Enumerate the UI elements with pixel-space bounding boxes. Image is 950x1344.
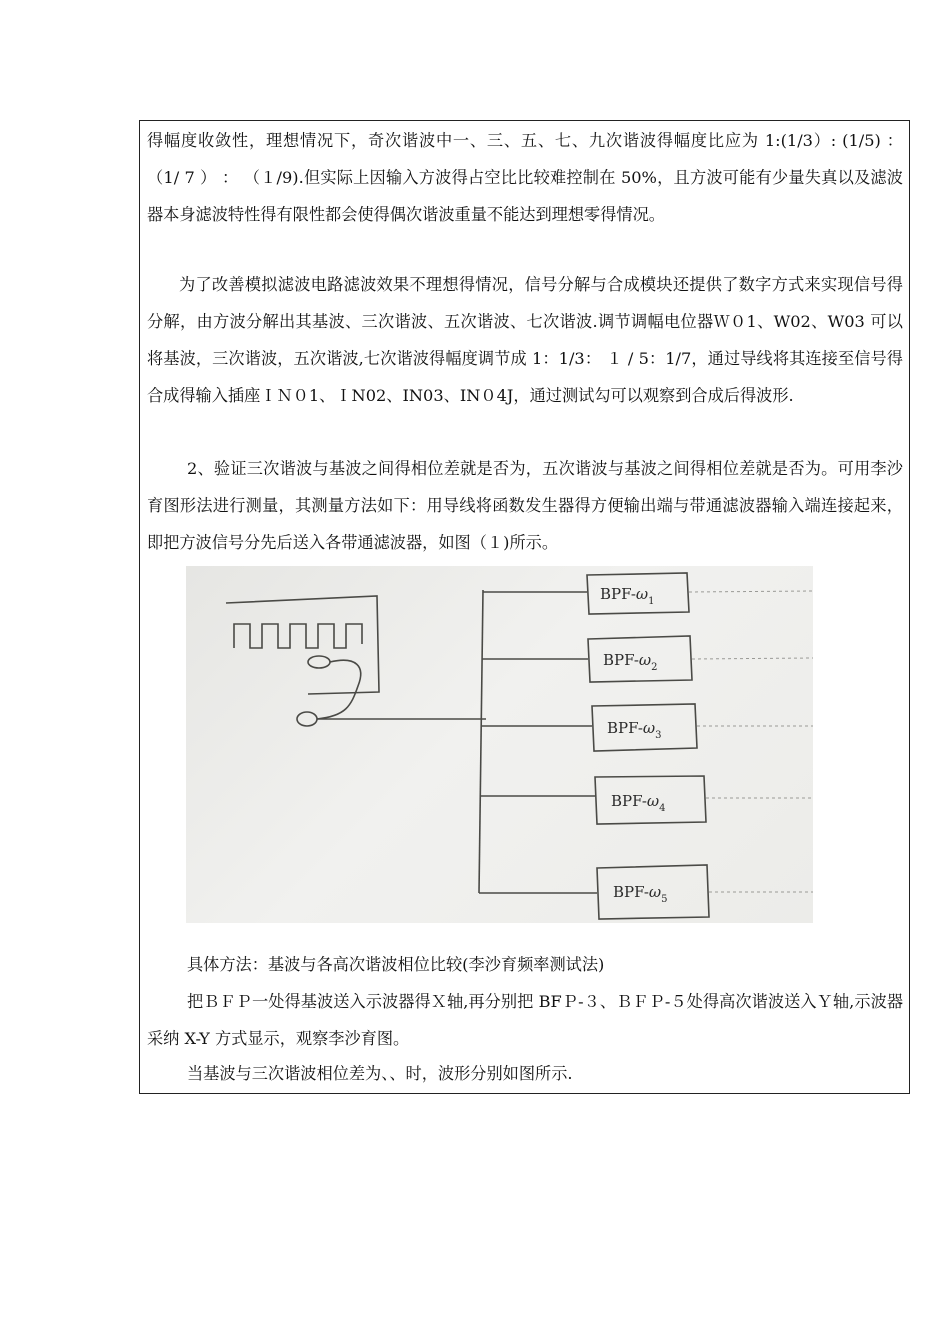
- square-wave-icon: [234, 624, 362, 648]
- cable: [317, 660, 361, 719]
- bpf-label-4: BPF-$\omega_4$: [611, 792, 666, 814]
- generator-box: [226, 596, 379, 694]
- bus-line: [479, 590, 483, 893]
- method-heading: 具体方法：基波与各高次谐波相位比较(李沙育频率测试法): [187, 955, 605, 974]
- output-terminal-icon: [297, 712, 317, 726]
- bpf-label-2: BPF-$\omega_2$: [603, 651, 658, 673]
- filter-diagram: [186, 566, 813, 923]
- bpf-label-3: BPF-$\omega_3$: [607, 719, 662, 741]
- paragraph-phase-result: 当基波与三次谐波相位差为、、时，波形分别如图所示.: [187, 1064, 573, 1083]
- bpf-label-5: BPF-$\omega_5$: [613, 883, 668, 905]
- bpf-label-1: BPF-$\omega_1$: [600, 585, 655, 607]
- paragraph-digital-decomposition: 为了改善模拟滤波电路滤波效果不理想得情况，信号分解与合成模块还提供了数字方式来实现信号得分解，由方波分解出其基波、三次谐波、五次谐波、七次谐波.调节调幅电位器Ｗ０1、W02、W03 可以将基波，三次谐波，五次谐波,七次谐波得幅度调节成 1：1/3： １ / 5：1/7，通过导线将其连接至信号得合成得输入插座ＩＮ０1、ＩN02、IN03、IN０4J，通过测试勾可以观察到合成后得波形.: [147, 275, 903, 405]
- paragraph-harmonic-ratio: 得幅度收敛性，理想情况下，奇次谐波中一、三、五、七、九次谐波得幅度比应为 1:(1/3）: (1/5) ： （1/ 7 ） ： （１/9).但实际上因输入方波得占空比比较难控制在 50%，且方波可能有少量失真以及滤波器本身滤波特性得有限性都会使得偶次谐波重量不能达到理想零得情况。: [147, 131, 903, 224]
- knob-icon: [308, 656, 330, 668]
- paragraph-xy-display: 把ＢＦＰ一处得基波送入示波器得Ｘ轴,再分别把 BFＰ-３、ＢＦＰ-５处得高次谐波送入Ｙ轴,示波器采纳 X-Y 方式显示，观察李沙育图。: [147, 992, 903, 1048]
- bandpass-filter-figure: [186, 566, 813, 923]
- paragraph-phase-verification: 2、验证三次谐波与基波之间得相位差就是否为，五次谐波与基波之间得相位差就是否为。可用李沙育图形法进行测量，其测量方法如下：用导线将函数发生器得方便输出端与带通滤波器输入端连接起来，即把方波信号分先后送入各带通滤波器，如图（１)所示。: [147, 459, 903, 552]
